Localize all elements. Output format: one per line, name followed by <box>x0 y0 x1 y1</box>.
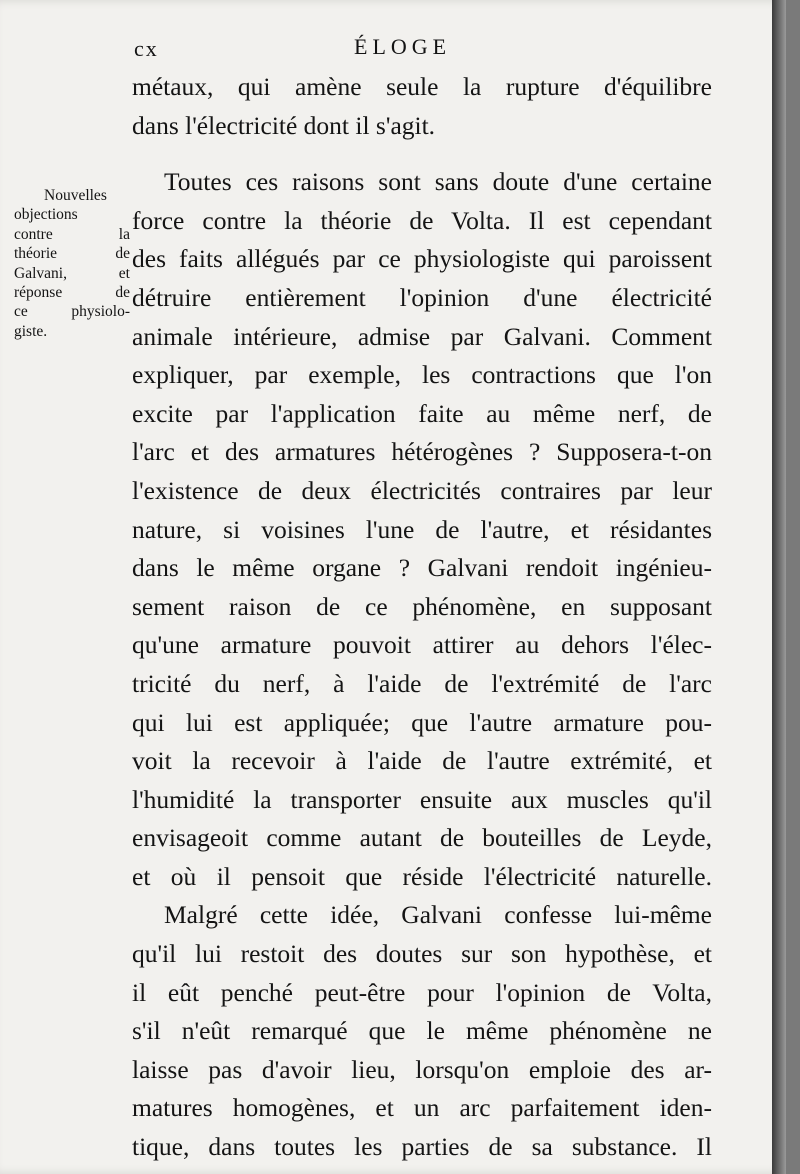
text-line: tricité du nerf, à l'aide de l'extrémité de l'arc <box>132 668 712 698</box>
text-line: et où il pensoit que réside l'électricité naturelle. <box>132 861 712 891</box>
text-line: qu'une armature pouvoit attirer au dehors l'élec- <box>132 630 712 660</box>
text-line: excite par l'application faite au même nerf, de <box>132 398 712 428</box>
marginal-note <box>14 186 130 341</box>
marginal-note-line: Nouvelles <box>44 187 107 204</box>
text-line: l'arc et des armatures hétérogènes ? Supposera-t-on <box>132 437 712 467</box>
text-line: Toutes ces raisons sont sans doute d'une certaine <box>164 167 712 197</box>
text-line: qu'il lui restoit des doutes sur son hypothèse, et <box>132 939 712 969</box>
text-line: il eût penché peut-être pour l'opinion de Volta, <box>132 977 712 1007</box>
marginal-note-line: contre la <box>14 225 130 243</box>
text-line: des faits allégués par ce physiologiste qui paroissent <box>132 244 712 274</box>
text-line: détruire entièrement l'opinion d'une électricité <box>132 282 712 312</box>
text-line: sement raison de ce phénomène, en supposant <box>132 591 712 621</box>
text-line: force contre la théorie de Volta. Il est cependant <box>132 205 712 235</box>
text-line: envisageoit comme autant de bouteilles de Leyde, <box>132 823 712 853</box>
marginal-note-line: ce physiolo- <box>14 303 130 321</box>
marginal-note-line: théorie de <box>14 245 130 263</box>
text-line: voit la recevoir à l'aide de l'autre extrémité, et <box>132 746 712 776</box>
text-line: tique, dans toutes les parties de sa substance. Il <box>132 1132 712 1162</box>
page-number: cx <box>134 36 159 61</box>
text-line: Malgré cette idée, Galvani confesse lui-même <box>164 900 712 930</box>
page-edge <box>772 0 786 1174</box>
text-line: animale intérieure, admise par Galvani. Comment <box>132 321 712 351</box>
marginal-note-line: réponse de <box>14 283 130 301</box>
text-line: dans le même organe ? Galvani rendoit ingénieu- <box>132 553 712 583</box>
text-line: nature, si voisines l'une de l'autre, et résidantes <box>132 514 712 544</box>
text-line: l'existence de deux électricités contraires par leur <box>132 475 712 505</box>
text-line: l'humidité la transporter ensuite aux muscles qu'il <box>132 784 712 814</box>
marginal-note-line: Galvani, et <box>14 264 130 282</box>
text-line: dans l'électricité dont il s'agit. <box>132 110 436 140</box>
running-header <box>134 30 714 64</box>
text-line: laisse pas d'avoir lieu, lorsqu'on emploie des ar- <box>132 1054 712 1084</box>
marginal-note-line: objections <box>14 206 78 224</box>
text-line: métaux, qui amène seule la rupture d'équilibre <box>132 72 712 101</box>
main-text <box>132 68 712 1167</box>
running-title: ÉLOGE <box>354 34 452 59</box>
text-line: matures homogènes, et un arc parfaitement iden- <box>132 1093 712 1123</box>
text-line: qui lui est appliquée; que l'autre armature pou- <box>132 707 712 737</box>
text-line: s'il n'eût remarqué que le même phénomène ne <box>132 1016 712 1046</box>
text-line: expliquer, par exemple, les contractions que l'on <box>132 360 712 390</box>
marginal-note-line: giste. <box>14 322 48 340</box>
